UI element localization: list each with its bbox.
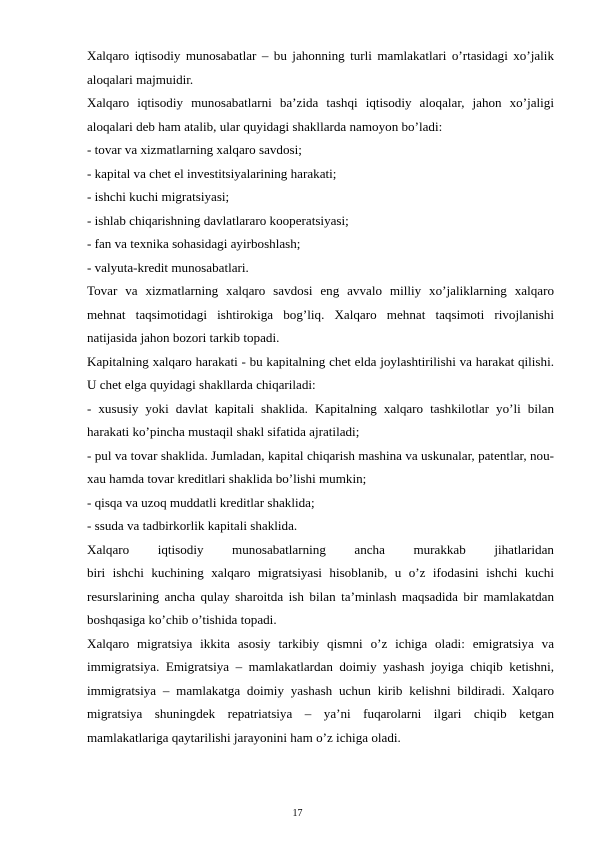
paragraph-trade: Tovar va xizmatlarning xalqaro savdosi eng avvalo milliy xo’jaliklarning xalqaro mehnat taqsimotidagi ishtirokiga bog’liq. Xalqaro mehnat taqsimoti rivojlanishi natijasida jahon bozori tarkib topadi. [87, 283, 554, 345]
paragraph-labor-rest: biri ishchi kuchining xalqaro migratsiyasi hisoblanib, u o’z ifodasini ishchi kuchi resurslarining ancha qulay sharoitda ish bilan ta’minlash maqsadida bir mamlakatdan boshqasiga ko’chib o’tishida topadi. [87, 565, 554, 627]
list-item: - ishlab chiqarishning davlatlararo kooperatsiyasi; [87, 212, 349, 228]
paragraph-capital: Kapitalning xalqaro harakati - bu kapitalning chet elda joylashtirilishi va harakat qilishi. U chet elga quyidagi shakllarda chiqariladi: [87, 353, 554, 392]
list-item: - valyuta-kredit munosabatlari. [87, 259, 249, 275]
list-item: - xususiy yoki davlat kapitali shaklida. Kapitalning xalqaro tashkilotlar yo’li bilan harakati ko’pincha mustaqil shakl sifatida ajratiladi; [87, 400, 554, 439]
list-item: - pul va tovar shaklida. Jumladan, kapital chiqarish mashina va uskunalar, patentlar, nou-xau hamda tovar kreditlari shaklida bo’lishi mumkin; [87, 447, 554, 486]
paragraph-migration: Xalqaro migratsiya ikkita asosiy tarkibiy qismni o’z ichiga oladi: emigratsiya va immigratsiya. Emigratsiya – mamlakatlardan doimiy yashash joyiga chiqib ketishni, immigratsiya – mamlakatga doimiy yashash uchun kirib kelishni bildiradi. Xalqaro migratsiya shuningdek repatriatsiya – ya’ni fuqarolarni ilgari chiqib ketgan mamlakatlariga qaytarilishi jarayonini ham o’z ichiga oladi. [87, 635, 554, 745]
list-item: - qisqa va uzoq muddatli kreditlar shaklida; [87, 494, 315, 510]
list-item: - fan va texnika sohasidagi ayirboshlash; [87, 236, 301, 251]
paragraph-labor-first-line [87, 538, 554, 562]
word: Xalqaro [87, 541, 130, 557]
forms-list [87, 138, 554, 279]
word: munosabatlarning [232, 541, 326, 557]
page-number: 17 [292, 808, 303, 819]
list-item: - kapital va chet el investitsiyalarining harakati; [87, 165, 337, 181]
page-body [87, 44, 554, 749]
paragraph-forms-intro: Xalqaro iqtisodiy munosabatlarni ba’zida tashqi iqtisodiy aloqalar, jahon xo’jaligi aloqalari deb ham atalib, ular quyidagi shakllarda namoyon bo’ladi: [87, 95, 554, 134]
list-item: - ishchi kuchi migratsiyasi; [87, 189, 230, 204]
word: iqtisodiy [157, 541, 204, 557]
capital-forms-list [87, 397, 554, 538]
word: jihatlaridan [494, 541, 554, 557]
paragraph-labor-migration [87, 538, 554, 632]
list-item: - tovar va xizmatlarning xalqaro savdosi; [87, 142, 302, 157]
list-item: - ssuda va tadbirkorlik kapitali shaklida. [87, 518, 298, 533]
word: ancha [354, 541, 385, 557]
paragraph-definition: Xalqaro iqtisodiy munosabatlar – bu jahonning turli mamlakatlari o’rtasidagi xo’jalik aloqalari majmuidir. [87, 48, 554, 87]
word: murakkab [413, 541, 466, 557]
